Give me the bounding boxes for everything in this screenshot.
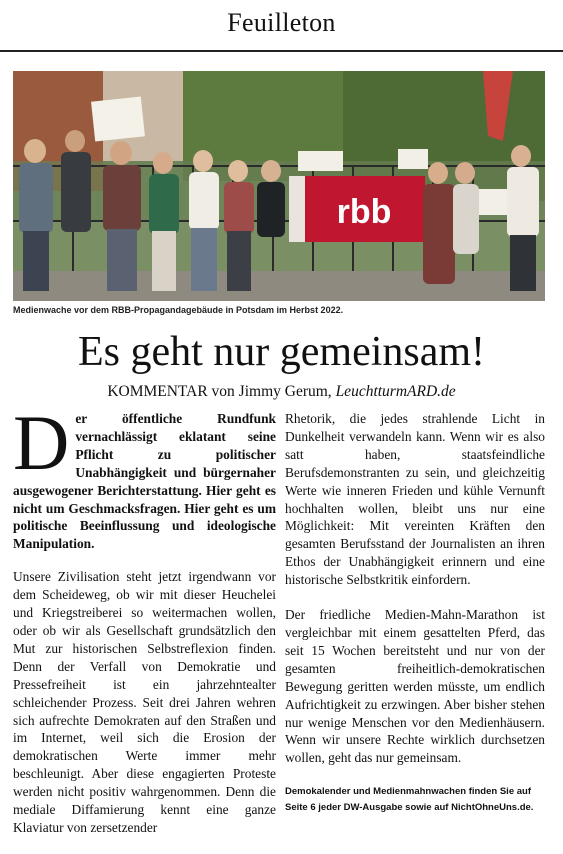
article-paragraph-2: Rhetorik, die jedes strahlende Licht in Dunkelheit verwandeln kann. Wenn wir es also satt haben, staatsfeindliche Berufsdemonstranten zu sein, und gleichzeitig Werte wie inneren Frieden und kühle Vernunft hochhalten wollen, bleibt uns nur eine Möglichkeit: Mit vereinten Kräften den gesamten Berufsstand der Journalisten an ihren Ethos der Unabhängigkeit erinnern und eine historische Selbstkritik einfordern. [285, 411, 545, 588]
article-photo [13, 71, 545, 301]
article-column-left [13, 399, 276, 854]
rbb-logo-text: rbb [336, 193, 392, 231]
article-column-right [285, 410, 545, 816]
section-title: Feuilleton [227, 8, 336, 37]
article-byline [0, 383, 563, 401]
byline-site: LeuchtturmARD.de [335, 383, 456, 400]
article-headline: Es geht nur gemeinsam! [77, 329, 486, 375]
byline-author: KOMMENTAR von Jimmy Gerum, [107, 383, 336, 400]
article-lead [13, 399, 276, 553]
article-footnote: Demokalender und Medienmahnwachen finden Sie auf Seite 6 jeder DW-Ausgabe sowie auf NichtOhneUns.de. [285, 786, 534, 814]
photo-caption: Medienwache vor dem RBB-Propagandagebäude in Potsdam im Herbst 2022. [13, 305, 344, 315]
article-paragraph-3: Der friedliche Medien-Mahn-Marathon ist vergleichbar mit einem gesattelten Pferd, das seit 15 Wochen bereitsteht und nur von der gesamten freiheitlich-demokratischen Bewegung geritten werden müsste, um endlich Aufrichtigkeit zu erzwingen. Aber bisher stehen nur wenige Menschen vor den Medienhäusern. Wenn wir unsere Rechte wirklich durchsetzen wollen, geht das nur gemeinsam. [285, 607, 545, 766]
lead-text: er öffentliche Rundfunk vernachlässigt eklatant seine Pflicht zu politischer Unabhängigkeit und bürgernaher ausgewogener Berichterstattung. Hier geht es nicht um Geschmacksfragen. Hier geht es um politische Beeinflussung und ideologische Manipulation. [13, 411, 276, 552]
article-paragraph-1: Unsere Zivilisation steht jetzt irgendwann vor dem Scheideweg, ob wir mit dieser Heuchelei und Kriegstreiberei so weitermachen wollen, oder ob wir als Gesellschaft grundsätzlich den Mut zur historischen Selbstreflexion finden. Denn der Verfall von Demokratie und Pressefreiheit ist ein jahrzehntealter schleichender Prozess. Seit drei Jahren wehren sich aufrechte Demokraten auf den Straßen und im Internet, weil sich die Erosion der demokratischen Werte immer mehr beschleunigt. Aber diese engagierten Proteste werden nicht positiv wahrgenommen. Denn die mediale Diffamierung kennt eine ganze Klaviatur von zersetzender [13, 569, 276, 835]
section-header [0, 0, 563, 52]
drop-cap: D [13, 399, 70, 486]
photo-illustration [13, 71, 545, 301]
